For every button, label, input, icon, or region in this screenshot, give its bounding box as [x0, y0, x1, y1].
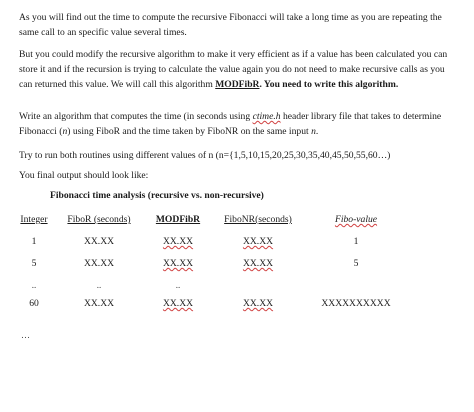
variable-n-2: n — [311, 126, 316, 137]
cell-fibo-value — [304, 280, 408, 298]
table-row — [14, 258, 408, 280]
paragraph-output-intro — [19, 168, 459, 183]
paragraph-output-intro-text: You final output should look like: — [19, 170, 149, 181]
paragraph-input-values — [19, 148, 459, 163]
paragraph-modfibr-instruction: . You need to write this algorithm. — [259, 79, 399, 90]
algorithm-name: MODFibR — [215, 79, 260, 90]
cell-fibor: XX.XX — [83, 236, 115, 247]
cell-fibo-value: XXXXXXXXXX — [321, 298, 391, 309]
table-row — [14, 236, 408, 258]
paragraph-timing-text-d: . — [315, 126, 319, 137]
cell-fibonr — [212, 280, 304, 298]
cell-fibonr: XX.XX — [242, 298, 274, 309]
library-name: ctime.h — [252, 111, 281, 122]
cell-integer: 1 — [31, 236, 37, 247]
cell-fibor: XX.XX — [83, 298, 115, 309]
table-title: Fibonacci time analysis (recursive vs. non-recursive) — [50, 190, 264, 201]
header-fibor: FiboR (seconds) — [67, 214, 131, 225]
cell-fibor: XX.XX — [83, 258, 115, 269]
table-row — [14, 298, 408, 320]
cell-fibo-value: 1 — [353, 236, 359, 247]
paragraph-timing-text-c: ) using FiboR and the time taken by FiboNR on the same input — [67, 126, 309, 137]
variable-n: n — [62, 126, 68, 137]
cell-modfibr: XX.XX — [162, 258, 194, 269]
trailing-ellipsis: … — [21, 330, 30, 340]
paragraph-timing-text-b: header library file that takes to determine Fibonacci ( — [19, 111, 442, 137]
cell-integer: .. — [31, 280, 37, 290]
cell-modfibr: .. — [175, 280, 181, 290]
table-header-row — [14, 214, 408, 236]
cell-modfibr: XX.XX — [162, 298, 194, 309]
header-fibo-value: Fibo-value — [334, 214, 378, 225]
paragraph-timing — [19, 109, 459, 139]
cell-fibo-value: 5 — [353, 258, 359, 269]
table-row-ellipsis — [14, 280, 408, 298]
header-modfibr: MODFibR — [155, 214, 201, 225]
paragraph-modfibr — [19, 47, 459, 92]
cell-integer: 60 — [29, 298, 39, 309]
cell-modfibr: XX.XX — [162, 236, 194, 247]
paragraph-modfibr-text: But you could modify the recursive algorithm to make it very efficient as if a value has been calculated you can store it and if the recursion is trying to calculate the value again you do not need to make recursive calls as you can returned this value. We will call this algorithm — [19, 49, 448, 90]
paragraph-intro-text: As you will find out the time to compute the recursive Fibonacci will take a long time as you are repeating the same call to an specific value several times. — [19, 12, 442, 38]
cell-fibonr: XX.XX — [242, 258, 274, 269]
paragraph-timing-text-a: Write an algorithm that computes the time (in seconds using — [19, 111, 251, 122]
header-fibonr: FiboNR(seconds) — [224, 214, 292, 225]
paragraph-input-values-text: Try to run both routines using different values of n (n={1,5,10,15,20,25,30,35,40,45,50,55,60…) — [19, 150, 391, 161]
cell-fibor: .. — [96, 280, 102, 290]
results-table — [14, 214, 408, 320]
cell-integer: 5 — [31, 258, 37, 269]
paragraph-intro — [19, 10, 459, 40]
cell-fibonr: XX.XX — [242, 236, 274, 247]
header-integer: Integer — [20, 214, 48, 225]
